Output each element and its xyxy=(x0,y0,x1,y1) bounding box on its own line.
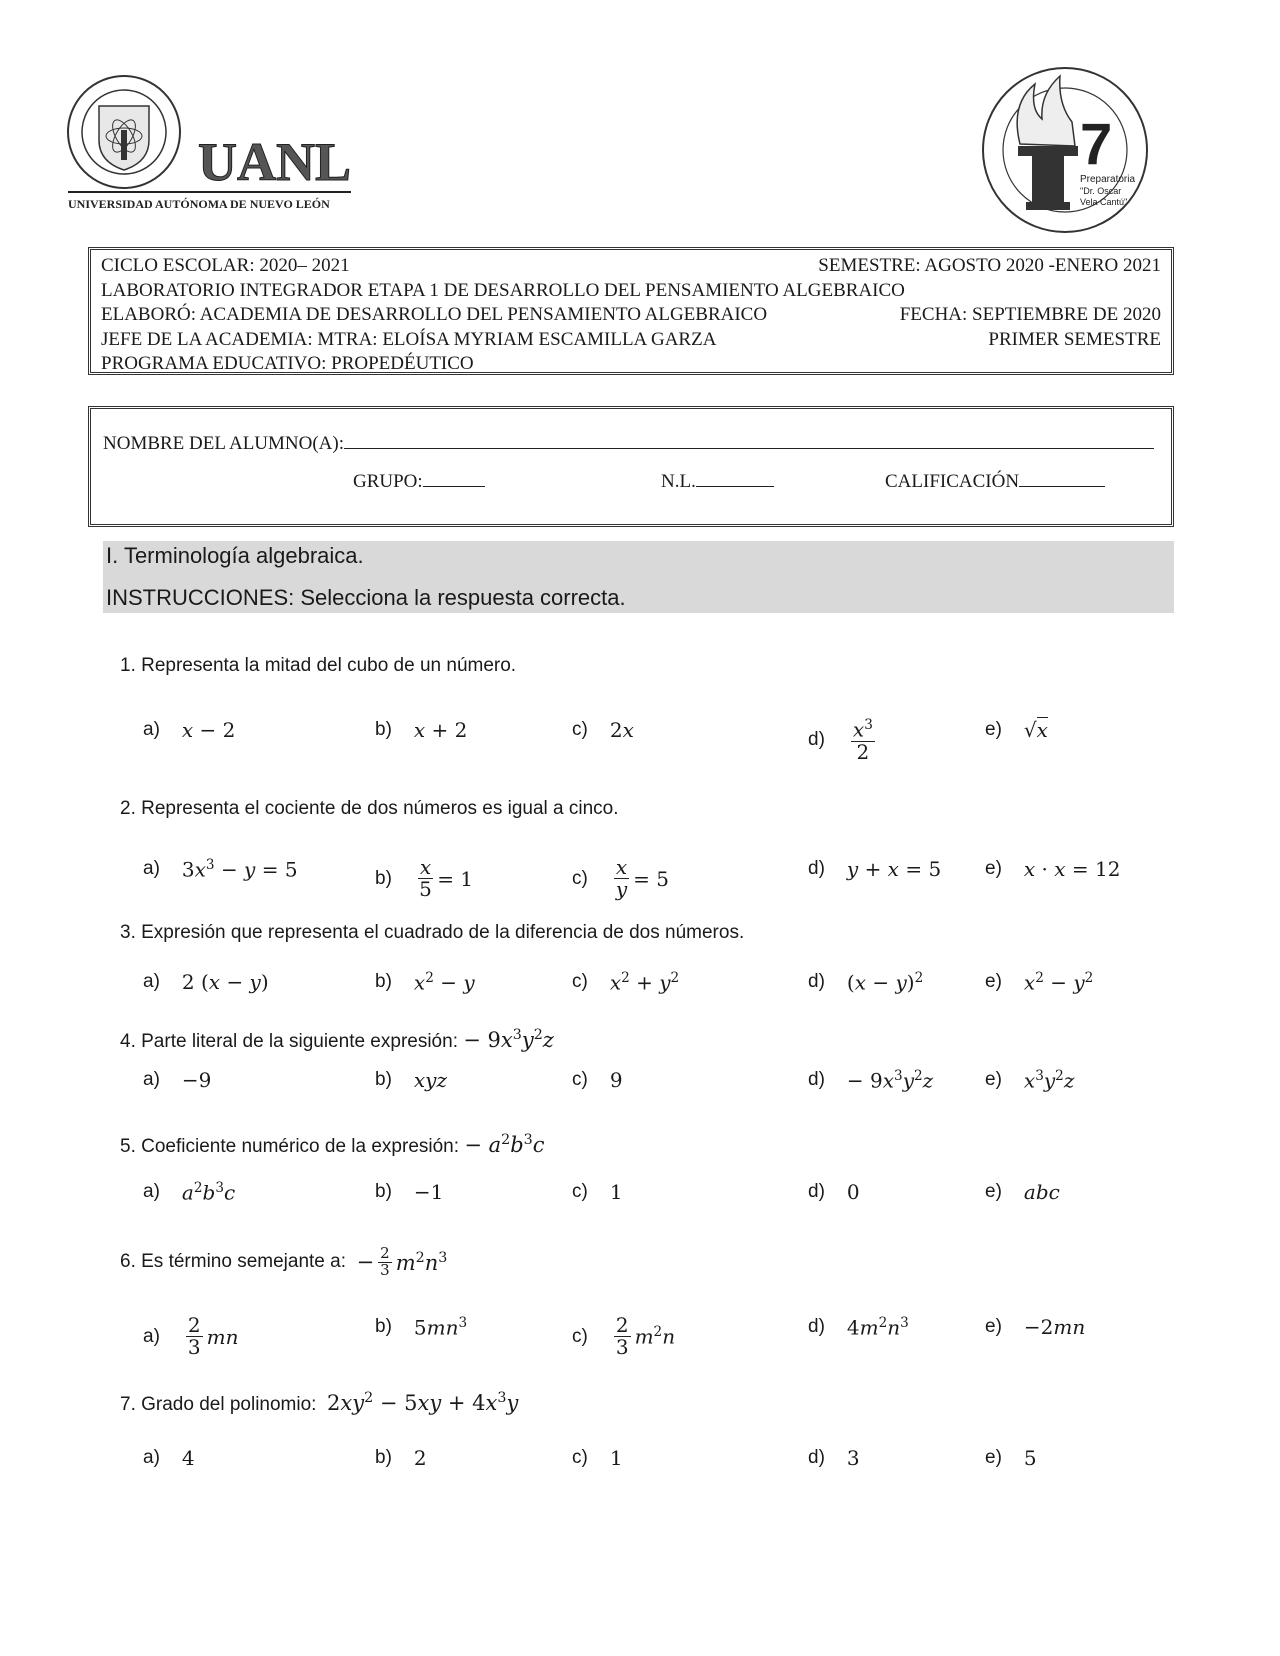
option-3c[interactable]: c) $x^2 + y^2$ xyxy=(572,970,680,995)
options-5 xyxy=(0,1180,1280,1220)
nombre-label: NOMBRE DEL ALUMNO(A): xyxy=(103,433,345,454)
option-7d[interactable]: d) 3 xyxy=(808,1446,860,1470)
option-6e[interactable]: e) −2mn xyxy=(985,1315,1086,1339)
nl-label: N.L. xyxy=(661,471,696,492)
grupo-field[interactable] xyxy=(423,469,485,487)
svg-text:UANL: UANL xyxy=(198,132,352,192)
option-4e[interactable]: e) $x^3y^2z$ xyxy=(985,1068,1075,1093)
option-7a[interactable]: a) 4 xyxy=(143,1446,195,1470)
option-6b[interactable]: b) $5mn^3$ xyxy=(375,1315,468,1340)
svg-text:UNIVERSIDAD AUTÓNOMA DE NUEVO: UNIVERSIDAD AUTÓNOMA DE NUEVO LEÓN xyxy=(68,197,330,211)
semestre-nivel: PRIMER SEMESTRE xyxy=(988,328,1161,350)
nombre-field[interactable] xyxy=(344,431,1154,449)
option-3e[interactable]: e) $x^2 - y^2$ xyxy=(985,970,1094,995)
question-7: 7. Grado del polinomio: $2xy^2 - 5xy + 4x^3y$ xyxy=(120,1390,519,1415)
semestre-periodo: SEMESTRE: AGOSTO 2020 -ENERO 2021 xyxy=(818,255,1161,276)
section-instructions: INSTRUCCIONES: Selecciona la respuesta correcta. xyxy=(106,585,626,610)
question-5: 5. Coeficiente numérico de la expresión: − $a^2b^3c$ xyxy=(120,1132,545,1157)
option-5a[interactable]: a) $a^2b^3c$ xyxy=(143,1180,236,1205)
svg-text:"Dr. Oscar: "Dr. Oscar xyxy=(1080,186,1122,196)
programa-educativo: PROGRAMA EDUCATIVO: PROPEDÉUTICO xyxy=(101,353,474,374)
option-5d[interactable]: d) 0 xyxy=(808,1180,860,1204)
option-4b[interactable]: b) xyz xyxy=(375,1068,448,1092)
section-header xyxy=(103,541,1174,613)
fecha: FECHA: SEPTIEMBRE DE 2020 xyxy=(899,304,1161,325)
option-5c[interactable]: c) 1 xyxy=(572,1180,623,1204)
option-3d[interactable]: d) $(x - y)^2$ xyxy=(808,970,924,995)
option-5b[interactable]: b) −1 xyxy=(375,1180,444,1204)
svg-text:7: 7 xyxy=(1080,112,1113,177)
calificacion-label: CALIFICACIÓN xyxy=(885,471,1020,492)
option-3b[interactable]: b) $x^2 - y$ xyxy=(375,970,475,995)
elaboro: ELABORÓ: ACADEMIA DE DESARROLLO DEL PENSAMIENTO ALGEBRAICO xyxy=(101,304,768,325)
option-7c[interactable]: c) 1 xyxy=(572,1446,623,1470)
option-7b[interactable]: b) 2 xyxy=(375,1446,427,1470)
option-7e[interactable]: e) 5 xyxy=(985,1446,1037,1470)
options-6 xyxy=(0,1313,1280,1359)
nl-field[interactable] xyxy=(696,469,774,487)
laboratorio-title: LABORATORIO INTEGRADOR ETAPA 1 DE DESARROLLO DEL PENSAMIENTO ALGEBRAICO xyxy=(101,279,905,301)
option-5e[interactable]: e) abc xyxy=(985,1180,1060,1204)
option-4c[interactable]: c) 9 xyxy=(572,1068,623,1092)
option-2a[interactable]: a) $3x^3 - y = 5$ xyxy=(143,857,298,882)
option-2c[interactable]: c) $\frac{x}{y}$ = 5 xyxy=(572,855,669,901)
preparatoria-7-logo xyxy=(980,64,1150,236)
header-info-box xyxy=(88,247,1174,375)
option-4d[interactable]: d) − $9x^3y^2z$ xyxy=(808,1068,934,1093)
option-6a[interactable]: a) $\frac{2}{3}$ mn xyxy=(143,1313,239,1359)
options-4 xyxy=(0,1068,1280,1108)
section-title: I. Terminología algebraica. xyxy=(106,543,364,568)
option-1c[interactable]: c) 2x xyxy=(572,718,634,742)
option-1e[interactable]: e) √x xyxy=(985,718,1048,742)
option-3a[interactable]: a) 2 (x − y) xyxy=(143,970,269,994)
option-1d[interactable]: d) $\frac{x^3}{2}$ xyxy=(808,717,873,764)
question-1: 1. Representa la mitad del cubo de un número. xyxy=(120,655,517,676)
option-6c[interactable]: c) $\frac{2}{3}$ $m^2n$ xyxy=(572,1313,676,1359)
options-2 xyxy=(0,855,1280,901)
option-6d[interactable]: d) $4m^2n^3$ xyxy=(808,1315,909,1340)
option-2e[interactable]: e) x · x = 12 xyxy=(985,857,1121,881)
jefe-academia: JEFE DE LA ACADEMIA: MTRA: ELOÍSA MYRIAM ESCAMILLA GARZA xyxy=(101,328,717,350)
ciclo-escolar: CICLO ESCOLAR: 2020– 2021 xyxy=(101,255,350,276)
options-3 xyxy=(0,970,1280,1010)
svg-text:Vela Cantú": Vela Cantú" xyxy=(1080,197,1128,207)
svg-text:Preparatoria: Preparatoria xyxy=(1080,174,1136,185)
option-2d[interactable]: d) y + x = 5 xyxy=(808,857,942,881)
question-6: 6. Es término semejante a: − $\frac{2}{3}$ $m^2n^3$ xyxy=(120,1244,448,1279)
calificacion-field[interactable] xyxy=(1019,469,1105,487)
uanl-logo xyxy=(66,70,376,220)
options-1 xyxy=(0,717,1280,764)
options-7 xyxy=(0,1446,1280,1486)
option-2b[interactable]: b) $\frac{x}{5}$ = 1 xyxy=(375,855,474,901)
question-4: 4. Parte literal de la siguiente expresión: − $9x^3y^2z$ xyxy=(120,1027,554,1052)
question-3: 3. Expresión que representa el cuadrado de la diferencia de dos números. xyxy=(120,922,745,943)
option-4a[interactable]: a) −9 xyxy=(143,1068,212,1092)
question-2: 2. Representa el cociente de dos números es igual a cinco. xyxy=(120,798,619,819)
option-1b[interactable]: b) x + 2 xyxy=(375,718,468,742)
grupo-label: GRUPO: xyxy=(353,471,423,492)
student-info-box xyxy=(88,406,1174,527)
option-1a[interactable]: a) x − 2 xyxy=(143,718,236,742)
